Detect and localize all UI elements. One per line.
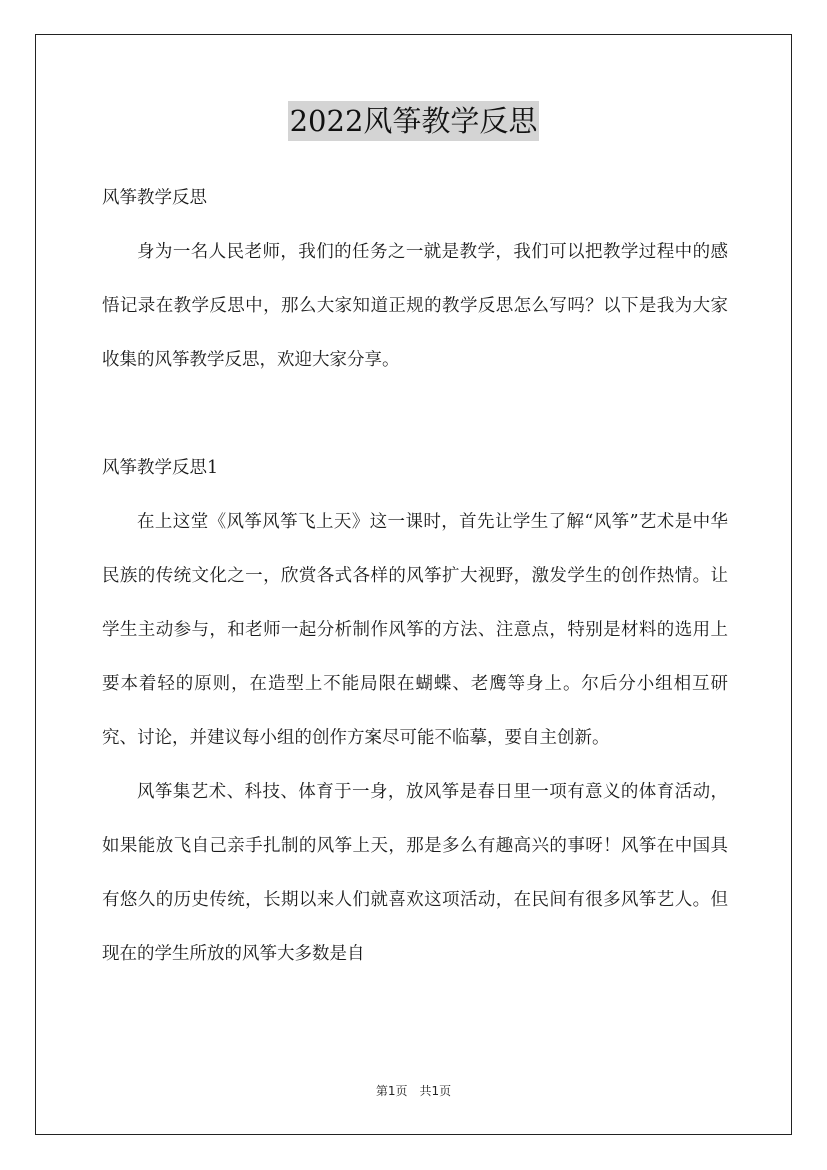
document-title: 2022风筝教学反思 <box>288 101 540 141</box>
body-paragraph-1: 在上这堂《风筝风筝飞上天》这一课时，首先让学生了解“风筝”艺术是中华民族的传统文化之一，欣赏各式各样的风筝扩大视野，激发学生的创作热情。让学生主动参与，和老师一起分析制作风筝的方法、注意点，特别是材料的选用上要本着轻的原则，在造型上不能局限在蝴蝶、老鹰等身上。尔后分小组相互研究、讨论，并建议每小组的创作方案尽可能不临摹，要自主创新。 <box>102 512 728 748</box>
sub-heading: 风筝教学反思1 <box>102 458 219 478</box>
intro-paragraph: 身为一名人民老师，我们的任务之一就是教学，我们可以把教学过程中的感悟记录在教学反思中，那么大家知道正规的教学反思怎么写吗？以下是我为大家收集的风筝教学反思，欢迎大家分享。 <box>102 242 728 370</box>
page-footer: 第1页 共1页 <box>375 1084 452 1098</box>
document-body <box>102 171 728 981</box>
section-heading: 风筝教学反思 <box>102 188 207 208</box>
title-container <box>0 101 827 141</box>
body-paragraph-2: 风筝集艺术、科技、体育于一身，放风筝是春日里一项有意义的体育活动，如果能放飞自己亲手扎制的风筝上天，那是多么有趣高兴的事呀！风筝在中国具有悠久的历史传统，长期以来人们就喜欢这项活动，在民间有很多风筝艺人。但现在的学生所放的风筝大多数是自 <box>102 782 728 964</box>
blank-line <box>102 387 728 441</box>
